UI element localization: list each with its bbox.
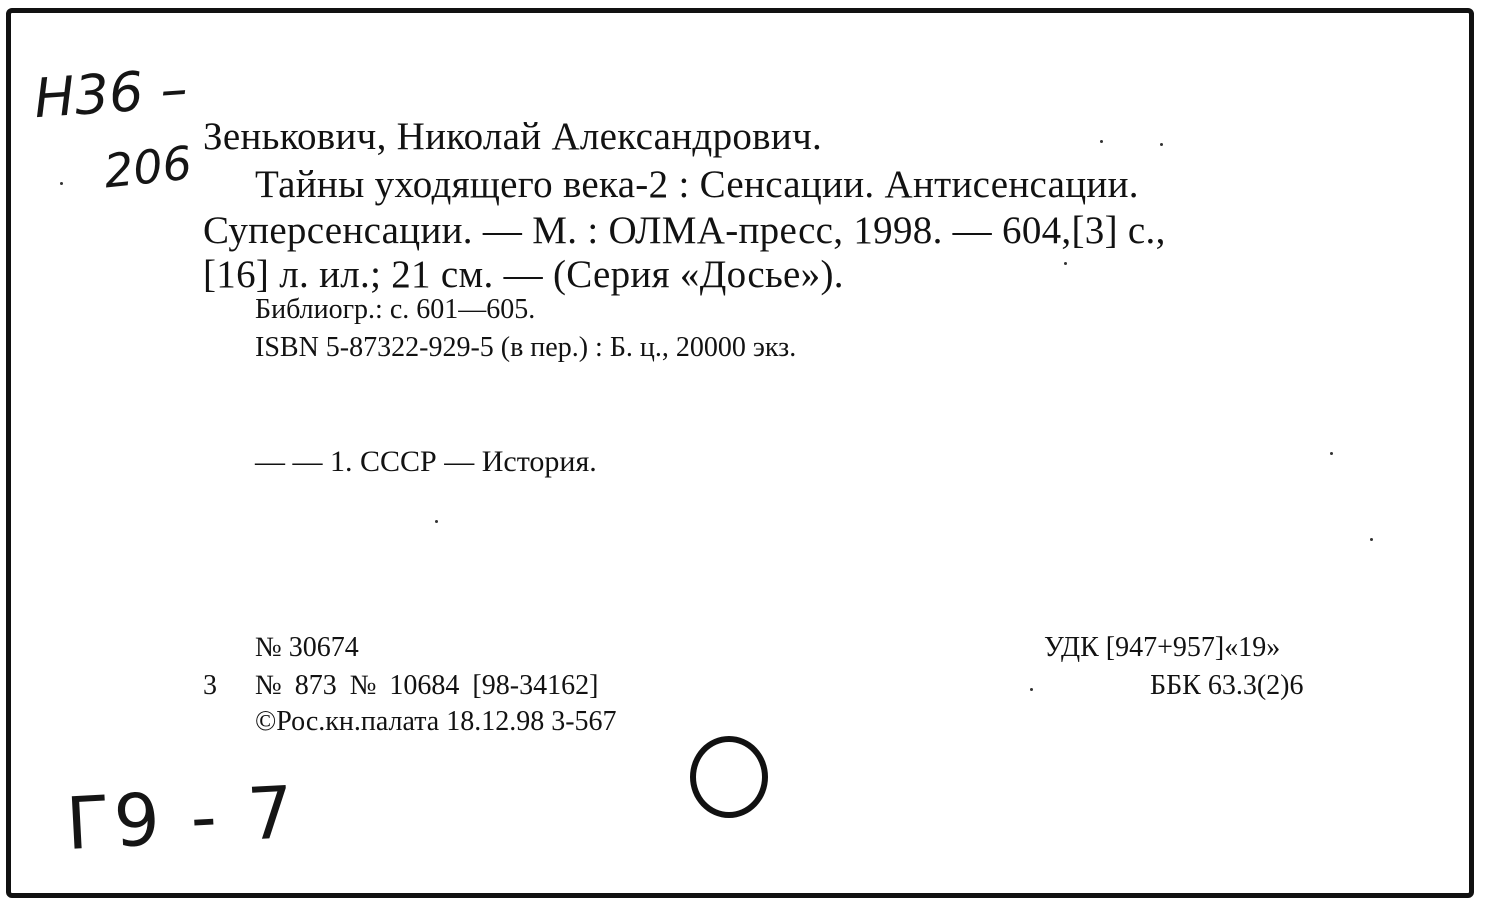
author-heading: Зенькович, Николай Александрович. bbox=[203, 115, 823, 158]
title-line-2: Суперсенсации. — М. : ОЛМА-пресс, 1998. — 604,[3] с., bbox=[203, 209, 1166, 252]
scan-speck bbox=[1330, 452, 1333, 455]
scan-speck bbox=[1160, 143, 1163, 146]
scan-speck bbox=[1100, 140, 1103, 143]
udk-classification: УДК [947+957]«19» bbox=[1044, 632, 1281, 663]
bbk-classification: ББК 63.3(2)6 bbox=[1150, 670, 1304, 701]
punch-hole-circle bbox=[690, 736, 768, 818]
card-number: № 30674 bbox=[255, 632, 359, 663]
bibliography-note: Библиогр.: с. 601—605. bbox=[255, 294, 536, 325]
record-line: № 873 № 10684 [98-34162] bbox=[255, 670, 599, 701]
scan-speck bbox=[1064, 262, 1067, 265]
handwritten-call-number-bottom: 206 bbox=[101, 135, 195, 199]
handwritten-call-number-top: Н36 – bbox=[31, 56, 190, 131]
scan-speck bbox=[435, 520, 438, 523]
subject-heading: — — 1. СССР — История. bbox=[255, 445, 597, 478]
isbn-line: ISBN 5-87322-929-5 (в пер.) : Б. ц., 20000 экз. bbox=[255, 332, 797, 363]
scan-speck bbox=[60, 182, 63, 185]
handwritten-bottom-note: Г9 - 7 bbox=[63, 770, 300, 866]
scan-speck bbox=[1030, 688, 1033, 691]
title-line-3: [16] л. ил.; 21 см. — (Серия «Досье»). bbox=[203, 253, 844, 296]
title-line-1: Тайны уходящего века-2 : Сенсации. Антисенсации. bbox=[255, 163, 1139, 206]
scan-speck bbox=[1370, 538, 1373, 541]
record-prefix: 3 bbox=[203, 670, 217, 701]
copyright-line: ©Рос.кн.палата 18.12.98 3-567 bbox=[255, 706, 617, 737]
